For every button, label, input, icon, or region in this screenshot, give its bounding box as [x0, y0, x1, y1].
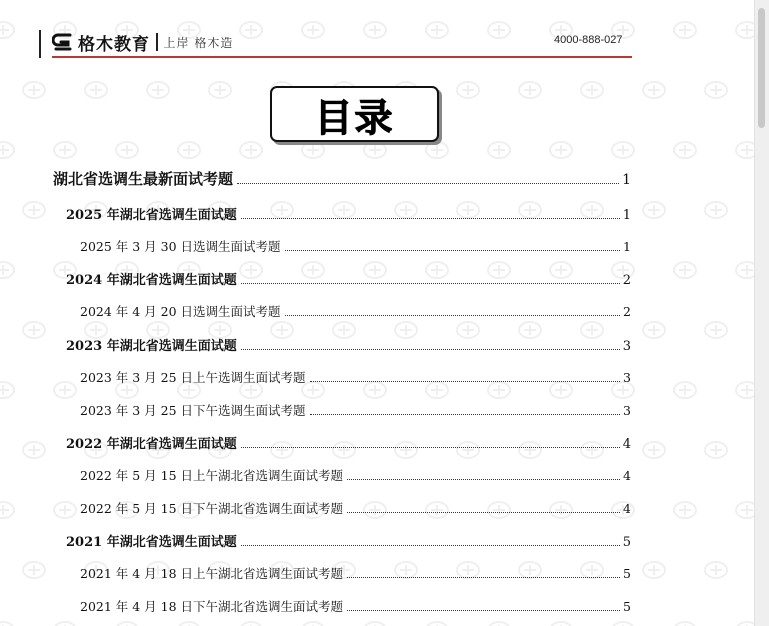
toc-page-number: 3 — [622, 339, 631, 354]
brand-logo — [52, 30, 233, 54]
toc-page-number: 2 — [622, 273, 631, 288]
toc-page-number: 4 — [623, 501, 631, 516]
watermark-logo-icon — [0, 380, 16, 400]
toc-entry[interactable] — [66, 269, 631, 288]
watermark-logo-icon — [703, 80, 729, 100]
watermark-logo-icon — [486, 140, 512, 160]
toc-entry-title: 2022 年 5 月 15 日上午湖北省选调生面试考题 — [80, 468, 344, 483]
toc-page-number: 3 — [623, 370, 631, 385]
watermark-logo-icon — [734, 620, 755, 626]
scrollbar-thumb[interactable] — [758, 8, 765, 128]
brand-slogan: 上岸 格木造 — [163, 35, 234, 50]
watermark-logo-icon — [21, 320, 47, 340]
toc-entry-title: 2021 年湖北省选调生面试题 — [66, 535, 237, 550]
logo-mark-icon — [52, 31, 74, 53]
toc-entry[interactable] — [80, 597, 631, 615]
watermark-logo-icon — [610, 140, 636, 160]
watermark-logo-icon — [0, 20, 16, 40]
watermark-logo-icon — [734, 140, 755, 160]
watermark-logo-icon — [21, 560, 47, 580]
watermark-logo-icon — [0, 260, 16, 280]
toc-entry-title: 2023 年 3 月 25 日上午选调生面试考题 — [80, 370, 306, 385]
watermark-logo-icon — [548, 620, 574, 626]
toc-page-number: 2 — [623, 304, 631, 319]
watermark-logo-icon — [300, 620, 326, 626]
watermark-logo-icon — [424, 620, 450, 626]
watermark-logo-icon — [300, 140, 326, 160]
watermark-logo-icon — [21, 80, 47, 100]
toc-entry[interactable] — [66, 531, 631, 550]
watermark-logo-icon — [362, 620, 388, 626]
page-title: 目录 — [314, 95, 395, 140]
watermark-logo-icon — [734, 380, 755, 400]
toc-page-number: 1 — [623, 239, 631, 254]
toc-dot-leader — [285, 314, 621, 316]
toc-dot-leader — [347, 609, 620, 611]
toc-dot-leader — [241, 348, 620, 350]
toc-entry-title: 2024 年 4 月 20 日选调生面试考题 — [80, 304, 281, 319]
watermark-logo-icon — [238, 140, 264, 160]
toc-entry[interactable] — [80, 466, 631, 484]
toc-entry-title: 2023 年 3 月 25 日下午选调生面试考题 — [80, 403, 306, 418]
watermark-logo-icon — [672, 500, 698, 520]
watermark-logo-icon — [672, 140, 698, 160]
watermark-logo-icon — [734, 20, 755, 40]
toc-dot-leader — [241, 217, 620, 219]
toc-dot-leader — [285, 249, 621, 251]
watermark-logo-icon — [672, 380, 698, 400]
toc-dot-leader — [241, 544, 620, 546]
watermark-logo-icon — [83, 80, 109, 100]
toc-entry[interactable] — [80, 499, 631, 517]
watermark-logo-icon — [362, 20, 388, 40]
watermark-logo-icon — [672, 260, 698, 280]
watermark-logo-icon — [703, 440, 729, 460]
watermark-logo-icon — [52, 140, 78, 160]
watermark-logo-icon — [145, 80, 171, 100]
toc-entry-title: 2025 年湖北省选调生面试题 — [66, 208, 237, 223]
watermark-logo-icon — [114, 140, 140, 160]
watermark-logo-icon — [238, 620, 264, 626]
watermark-logo-icon — [579, 80, 605, 100]
toc-dot-leader — [347, 511, 620, 513]
vertical-scrollbar[interactable] — [754, 0, 769, 626]
watermark-logo-icon — [734, 500, 755, 520]
hotline-number: 4000-888-027 — [554, 34, 623, 46]
watermark-logo-icon — [641, 200, 667, 220]
watermark-logo-icon — [672, 20, 698, 40]
watermark-logo-icon — [703, 320, 729, 340]
toc-entry[interactable] — [80, 237, 631, 255]
watermark-logo-icon — [641, 440, 667, 460]
watermark-logo-icon — [517, 80, 543, 100]
watermark-logo-icon — [207, 80, 233, 100]
watermark-logo-icon — [486, 20, 512, 40]
watermark-logo-icon — [114, 620, 140, 626]
toc-dot-leader — [237, 182, 619, 184]
toc-entry[interactable] — [80, 368, 631, 386]
toc-entry[interactable] — [80, 564, 631, 582]
toc-page-number: 3 — [623, 403, 631, 418]
toc-entry[interactable] — [80, 302, 631, 320]
toc-page-number: 1 — [622, 208, 631, 223]
toc-dot-leader — [310, 380, 621, 382]
watermark-logo-icon — [641, 320, 667, 340]
watermark-logo-icon — [0, 500, 16, 520]
watermark-logo-icon — [486, 620, 512, 626]
watermark-logo-icon — [300, 20, 326, 40]
toc-entry-title: 2021 年 4 月 18 日上午湖北省选调生面试考题 — [80, 566, 344, 581]
watermark-logo-icon — [424, 140, 450, 160]
watermark-logo-icon — [548, 140, 574, 160]
header-rule — [52, 56, 632, 58]
watermark-logo-icon — [21, 200, 47, 220]
toc-dot-leader — [241, 282, 620, 284]
watermark-logo-icon — [734, 260, 755, 280]
watermark-logo-icon — [176, 140, 202, 160]
toc-entry-title: 2024 年湖北省选调生面试题 — [66, 273, 237, 288]
toc-entry[interactable] — [66, 204, 631, 223]
toc-entry[interactable] — [66, 335, 631, 354]
toc-entry[interactable] — [80, 401, 631, 419]
watermark-logo-icon — [424, 20, 450, 40]
watermark-logo-icon — [52, 380, 78, 400]
toc-entry[interactable] — [53, 168, 631, 189]
watermark-logo-icon — [21, 440, 47, 460]
logo-divider — [156, 33, 158, 51]
toc-page-number: 1 — [622, 172, 631, 188]
toc-page-number: 5 — [622, 535, 631, 550]
watermark-logo-icon — [455, 80, 481, 100]
watermark-logo-icon — [641, 80, 667, 100]
toc-dot-leader — [347, 478, 620, 480]
watermark-logo-icon — [52, 500, 78, 520]
brand-name: 格木教育 — [78, 34, 150, 55]
toc-entry-title: 2025 年 3 月 30 日选调生面试考题 — [80, 239, 281, 254]
watermark-logo-icon — [52, 620, 78, 626]
watermark-logo-icon — [0, 140, 16, 160]
toc-page-number: 5 — [623, 599, 631, 614]
watermark-logo-icon — [641, 560, 667, 580]
header-accent-bar — [39, 30, 41, 58]
toc-entry-title: 2022 年 5 月 15 日下午湖北省选调生面试考题 — [80, 501, 344, 516]
watermark-logo-icon — [176, 620, 202, 626]
toc-entry-title: 2023 年湖北省选调生面试题 — [66, 339, 237, 354]
toc-entry-title: 湖北省选调生最新面试考题 — [53, 170, 234, 188]
toc-entry[interactable] — [66, 433, 631, 452]
toc-entry-title: 2021 年 4 月 18 日下午湖北省选调生面试考题 — [80, 599, 344, 614]
watermark-logo-icon — [0, 620, 16, 626]
toc-dot-leader — [310, 413, 621, 415]
toc-dot-leader — [241, 446, 620, 448]
toc-title-box — [270, 86, 439, 142]
watermark-logo-icon — [362, 140, 388, 160]
toc-page-number: 4 — [622, 437, 631, 452]
toc-dot-leader — [347, 576, 620, 578]
watermark-logo-icon — [238, 20, 264, 40]
watermark-logo-icon — [703, 560, 729, 580]
watermark-logo-icon — [610, 620, 636, 626]
watermark-logo-icon — [672, 620, 698, 626]
watermark-logo-icon — [703, 200, 729, 220]
toc-page-number: 4 — [623, 468, 631, 483]
toc-page-number: 5 — [623, 566, 631, 581]
toc-entry-title: 2022 年湖北省选调生面试题 — [66, 437, 237, 452]
